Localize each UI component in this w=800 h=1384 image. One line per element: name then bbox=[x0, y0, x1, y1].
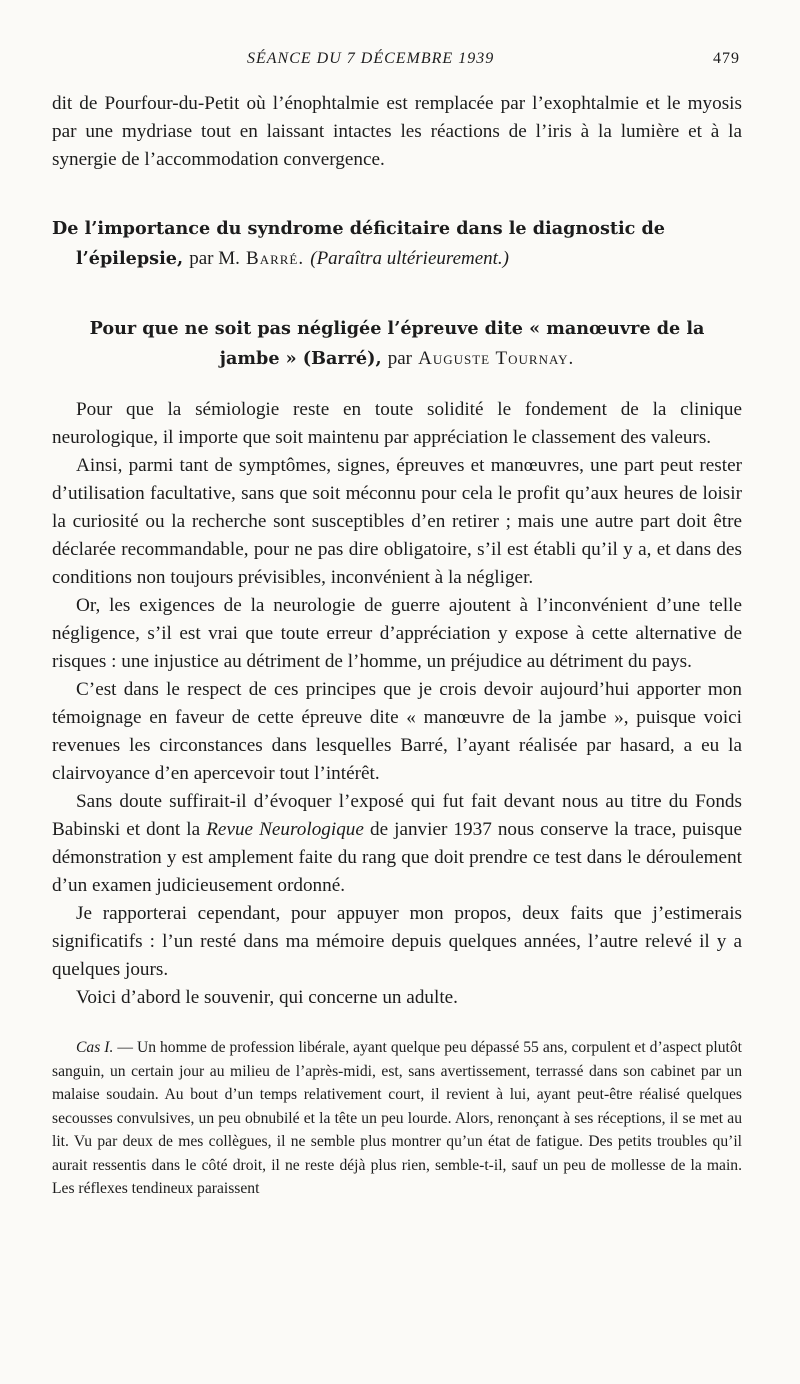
article-1-title-line1: De l’importance du syndrome déficitaire dans le diagnostic de bbox=[52, 218, 665, 239]
case-1-label: Cas I. bbox=[76, 1039, 114, 1056]
body-paragraph-3: Or, les exigences de la neurologie de guerre ajoutent à l’inconvénient d’une telle négligence, s’il est vrai que toute erreur d’appréciation y expose à cette alternative de risques : une injustice au détriment de l’homme, un préjudice au détriment du pays. bbox=[52, 595, 742, 672]
article-2-title bbox=[52, 314, 742, 374]
article-1-title-line2: l’épilepsie, bbox=[76, 248, 184, 269]
article-2-title-line2: jambe » (Barré), bbox=[219, 348, 382, 369]
body-paragraph-6: Je rapporterai cependant, pour appuyer mon propos, deux faits que j’estimerais significatifs : l’un resté dans ma mémoire depuis quelques années, l’autre relevé il y a quelques jours. bbox=[52, 903, 742, 980]
journal-title: Revue Neurologique bbox=[206, 819, 364, 840]
body-paragraph-2: Ainsi, parmi tant de symptômes, signes, épreuves et manœuvres, une part peut rester d’utilisation facultative, sans que soit méconnu pour cela le profit qu’aux heures de loisir la curiosité ou la recherche sont susceptibles d’en retirer ; mais une autre part doit être déclarée recommandable, pour ne pas dire obligatoire, s’il est établi qu’il y a, et dans des conditions non toujours prévisibles, inconvénient à la négliger. bbox=[52, 455, 742, 588]
body-paragraph-5 bbox=[52, 788, 742, 900]
body-paragraph-5-after: de janvier 1937 nous conserve la trace, puisque démonstration y est amplement faite du rang que doit prendre ce test dans le déroulement d’un examen judicieusement ordonné. bbox=[52, 819, 743, 896]
article-2-title-line1: Pour que ne soit pas négligée l’épreuve dite « manœuvre de la bbox=[89, 318, 705, 339]
body-paragraph-4: C’est dans le respect de ces principes que je crois devoir aujourd’hui apporter mon témoignage en faveur de cette épreuve dite « manœuvre de la jambe », puisque voici revenues les circonstances dans lesquelles Barré, l’ayant réalisée par hasard, a eu la clairvoyance d’en apercevoir tout l’intérêt. bbox=[52, 679, 742, 784]
body-paragraph-5-before: Sans doute suffirait-il d’évoquer l’exposé qui fut fait devant nous au titre du Fonds Babinski et dont la bbox=[52, 791, 742, 840]
article-1-by: par M. bbox=[189, 248, 240, 269]
running-header bbox=[52, 50, 742, 76]
article-2-body bbox=[52, 396, 742, 1201]
article-1-author: Barré. bbox=[246, 248, 305, 269]
page bbox=[52, 50, 742, 1201]
intro-paragraph: dit de Pourfour-du-Petit où l’énophtalmie est remplacée par l’exophtalmie et le myosis par une mydriase tout en laissant intactes les réactions de l’iris à la lumière et à la synergie de l’accommodation convergence. bbox=[52, 93, 742, 170]
article-1-title-line2-wrap bbox=[52, 244, 742, 274]
article-2-by: par bbox=[387, 348, 412, 369]
body-paragraph-7: Voici d’abord le souvenir, qui concerne un adulte. bbox=[76, 987, 458, 1008]
case-1-paragraph bbox=[52, 1036, 742, 1201]
case-1-text: — Un homme de profession libérale, ayant quelque peu dépassé 55 ans, corpulent et d’aspect plutôt sanguin, un certain jour au milieu de l’après-midi, est, sans avertissement, terrassé dans son cabinet par un malaise soudain. Au bout d’un temps relativement court, il revient à lui, ayant peut-être réalisé quelques secousses convulsives, un peu obnubilé et la tête un peu lourde. Alors, renonçant à ses réceptions, il se met au lit. Vu par deux de mes collègues, il ne semble plus montrer qu’un état de fatigue. Des petits troubles qu’il aurait ressentis dans le côté droit, il ne reste déjà plus rien, semble-t-il, sauf un peu de mollesse de la main. Les réflexes tendineux paraissent bbox=[52, 1039, 742, 1197]
article-1-title bbox=[52, 214, 742, 274]
page-number: 479 bbox=[713, 50, 740, 67]
article-2-author: Auguste Tournay. bbox=[418, 348, 575, 369]
article-1-note: (Paraîtra ultérieurement.) bbox=[310, 248, 510, 269]
running-title: SÉANCE DU 7 DÉCEMBRE 1939 bbox=[247, 50, 495, 67]
body-paragraph-1: Pour que la sémiologie reste en toute solidité le fondement de la clinique neurologique, il importe que soit maintenu par appréciation le classement des valeurs. bbox=[52, 399, 742, 448]
